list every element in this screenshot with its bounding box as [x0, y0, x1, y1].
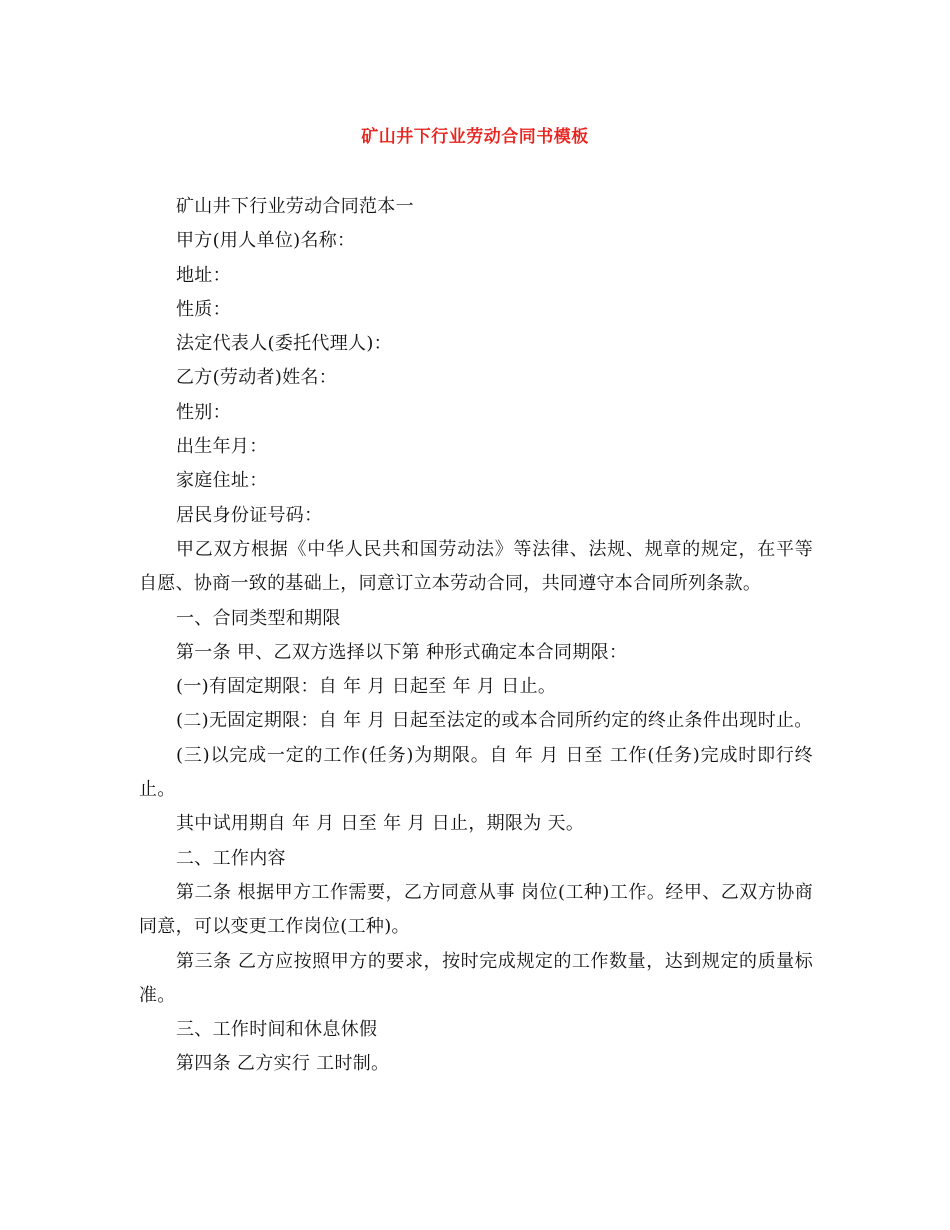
term-option-open: (二)无固定期限：自 年 月 日起至法定的或本合同所约定的终止条件出现时止。: [176, 710, 813, 732]
article-2: 第二条 根据甲方工作需要，乙方同意从事 岗位(工种)工作。经甲、乙双方协商同意，可以变更工作岗位(工种)。: [139, 881, 813, 938]
paragraph-address: 地址：: [176, 264, 231, 286]
paragraph-gender: 性别：: [176, 401, 231, 423]
paragraph-id-number: 居民身份证号码：: [176, 504, 323, 526]
paragraph-probation: 其中试用期自 年 月 日至 年 月 日止，期限为 天。: [176, 813, 585, 835]
section-heading-work-hours: 三、工作时间和休息休假: [176, 1019, 378, 1041]
paragraph-heading-sample: 矿山井下行业劳动合同范本一: [176, 196, 414, 217]
term-option-task: (三)以完成一定的工作(任务)为期限。自 年 月 日至 工作(任务)完成时即行终止。: [139, 744, 813, 801]
section-heading-work-content: 二、工作内容: [176, 847, 286, 869]
article-1: 第一条 甲、乙双方选择以下第 种形式确定本合同期限：: [176, 641, 628, 663]
paragraph-party-a-name: 甲方(用人单位)名称：: [176, 230, 356, 252]
paragraph-preamble: 甲乙双方根据《中华人民共和国劳动法》等法律、法规、规章的规定，在平等自愿、协商一致的基础上，同意订立本劳动合同，共同遵守本合同所列条款。: [139, 538, 813, 595]
document-body: [139, 190, 813, 1082]
term-option-fixed: (一)有固定期限：自 年 月 日起至 年 月 日止。: [176, 676, 557, 698]
paragraph-legal-rep: 法定代表人(委托代理人)：: [176, 333, 392, 355]
article-4: 第四条 乙方实行 工时制。: [176, 1053, 390, 1075]
section-heading-contract-term: 一、合同类型和期限: [176, 607, 341, 629]
article-3: 第三条 乙方应按照甲方的要求，按时完成规定的工作数量，达到规定的质量标准。: [139, 950, 813, 1006]
paragraph-party-b-name: 乙方(劳动者)姓名：: [176, 367, 338, 389]
paragraph-nature: 性质：: [176, 298, 231, 320]
paragraph-birth-date: 出生年月：: [176, 436, 268, 458]
document-title: 矿山井下行业劳动合同书模板: [361, 127, 589, 147]
paragraph-home-address: 家庭住址：: [176, 470, 268, 492]
